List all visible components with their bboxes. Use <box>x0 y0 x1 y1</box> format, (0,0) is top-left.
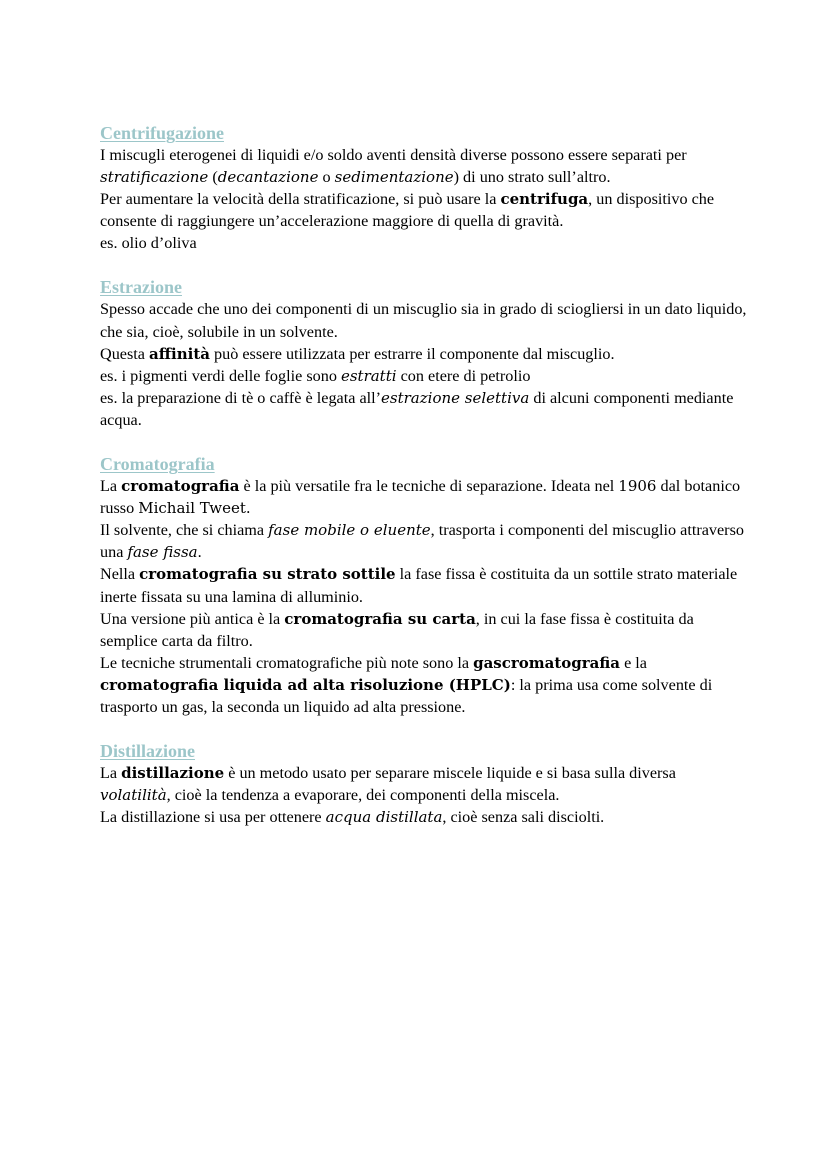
section-heading: Estrazione <box>100 277 182 298</box>
text-run: Le tecniche strumentali cromatografiche più note sono la <box>100 653 474 672</box>
text-run: , un dispositivo che consente di raggiungere un’accelerazione maggiore di quella di gravità. <box>100 190 715 231</box>
italic-term: sedimentazione <box>334 168 454 187</box>
paragraph <box>100 144 750 188</box>
section-heading: Cromatografia <box>100 454 215 475</box>
text-run: Per aumentare la velocità della stratificazione, si può usare la <box>100 190 501 209</box>
bold-term: affinità <box>149 344 210 363</box>
text-run: Questa <box>100 344 149 363</box>
italic-term: fase fissa <box>127 543 198 562</box>
document-page <box>100 122 750 850</box>
italic-term: acqua distillata <box>325 808 443 827</box>
italic-term: estrazione selettiva <box>381 388 530 407</box>
paragraph <box>100 563 750 607</box>
paragraph <box>100 387 750 431</box>
paragraph <box>100 232 750 254</box>
section-distillazione <box>100 740 750 828</box>
text-run: 1906 <box>618 477 657 496</box>
text-run: es. olio d’oliva <box>100 234 197 253</box>
text-run: Spesso accade che uno dei componenti di un miscuglio sia in grado di sciogliersi in un dato liquido, che sia, cioè, solubile in un solvente. <box>100 300 747 341</box>
bold-term: cromatografia su strato sottile <box>139 565 396 584</box>
italic-term: fase mobile o eluente <box>268 521 431 540</box>
text-run: La <box>100 477 122 496</box>
paragraph <box>100 519 750 563</box>
text-run: ( <box>208 168 218 187</box>
bold-term: cromatografia su carta <box>284 609 476 628</box>
text-run: è la più versatile fra le tecniche di separazione. Ideata nel <box>239 477 619 496</box>
bold-term: distillazione <box>121 764 225 783</box>
bold-term: cromatografia liquida ad alta risoluzione (HPLC) <box>100 675 511 694</box>
text-run: di alcuni componenti mediante acqua. <box>100 388 734 429</box>
paragraph <box>100 188 750 232</box>
text-run: La <box>100 764 122 783</box>
paragraph <box>100 365 750 387</box>
text-run: è un metodo usato per separare miscele liquide e si basa sulla diversa <box>224 764 676 783</box>
italic-term: stratificazione <box>100 168 209 187</box>
text-run: Il solvente, che si chiama <box>100 521 269 540</box>
paragraph <box>100 652 750 718</box>
text-run: La distillazione si usa per ottenere <box>100 808 326 827</box>
text-run: e la <box>620 653 647 672</box>
italic-term: volatilità <box>100 786 167 805</box>
bold-term: centrifuga <box>500 190 589 209</box>
text-run: Nella <box>100 565 140 584</box>
text-run: es. i pigmenti verdi delle foglie sono <box>100 366 341 385</box>
paragraph <box>100 298 750 342</box>
italic-term: decantazione <box>217 168 319 187</box>
text-run: es. la preparazione di tè o caffè è legata all’ <box>100 388 382 407</box>
text-run: dal botanico russo <box>100 477 741 518</box>
paragraph <box>100 608 750 652</box>
text-run: con etere di petrolio <box>396 366 531 385</box>
text-run: . <box>197 543 202 562</box>
text-run: o <box>318 168 335 187</box>
paragraph <box>100 762 750 806</box>
text-run: I miscugli eterogenei di liquidi e/o soldo aventi densità diverse possono essere separati per <box>100 146 687 164</box>
bold-term: cromatografia <box>121 477 240 496</box>
text-run: la fase fissa è costituita da un sottile strato materiale inerte fissata su una lamina di alluminio. <box>100 565 738 606</box>
section-cromatografia <box>100 453 750 718</box>
text-run: : la prima usa come solvente di trasporto un gas, la seconda un liquido ad alta pressione. <box>100 675 713 716</box>
text-run: ) di uno strato sull’altro. <box>453 168 611 187</box>
italic-term: estratti <box>340 366 397 385</box>
text-run: Una versione più antica è la <box>100 609 285 628</box>
text-run: , trasporta i componenti del miscuglio attraverso una <box>100 521 744 562</box>
section-heading: Centrifugazione <box>100 123 224 143</box>
paragraph <box>100 475 750 519</box>
text-run: , cioè la tendenza a evaporare, dei componenti della miscela. <box>166 786 560 805</box>
text-run: può essere utilizzata per estrarre il componente dal miscuglio. <box>209 344 615 363</box>
text-run: , cioè senza sali disciolti. <box>442 808 605 827</box>
section-heading: Distillazione <box>100 741 195 762</box>
text-run: , in cui la fase fissa è costituita da semplice carta da filtro. <box>100 609 694 650</box>
paragraph <box>100 806 750 828</box>
bold-term: gascromatografia <box>473 653 621 672</box>
paragraph <box>100 343 750 365</box>
section-estrazione <box>100 276 750 431</box>
section-centrifugazione <box>100 122 750 254</box>
text-run: Michail Tweet. <box>138 499 251 518</box>
